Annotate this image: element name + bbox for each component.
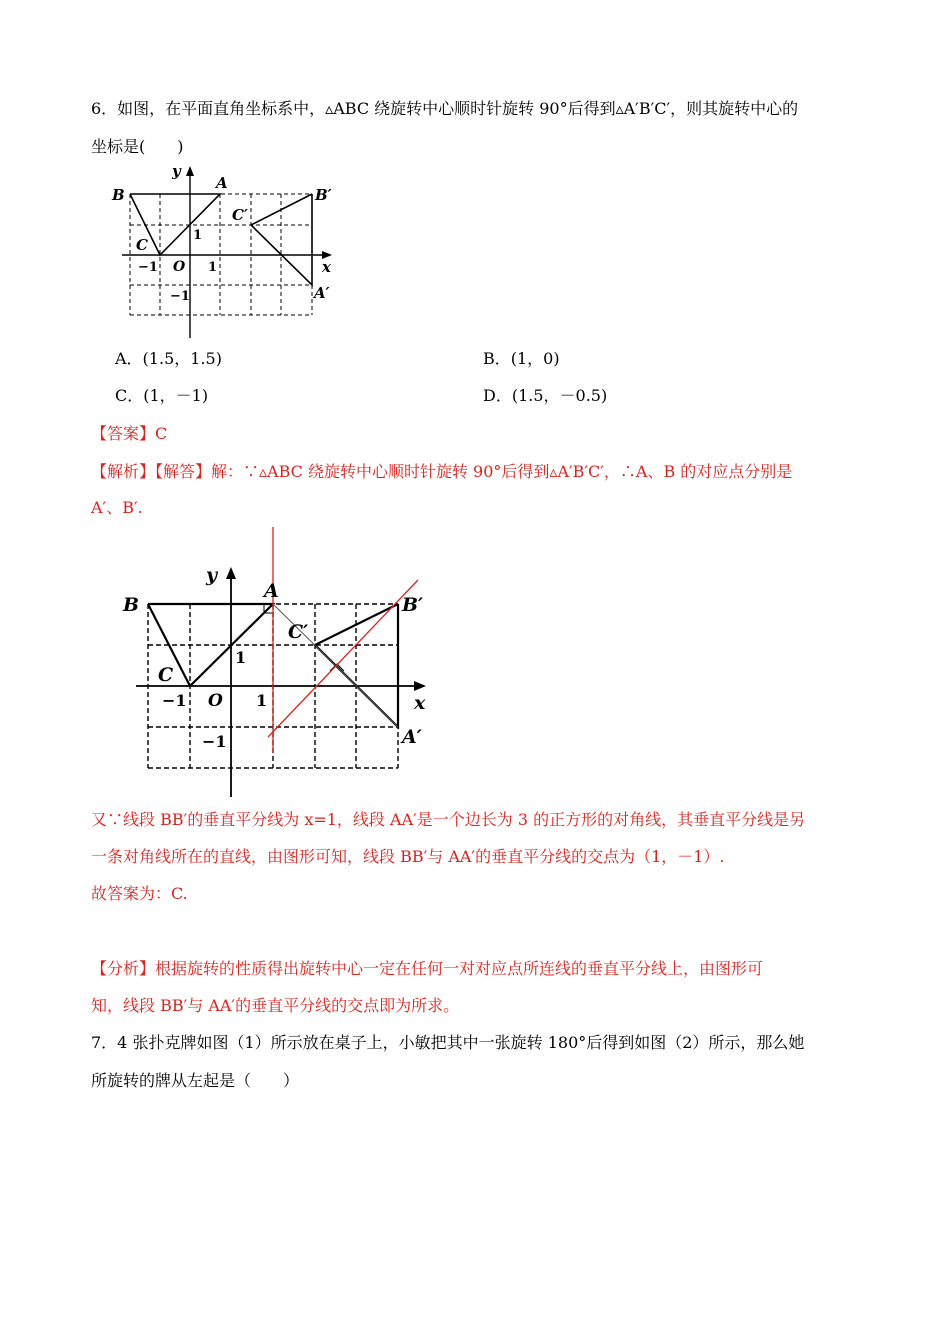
fig2-label-x-axis: x [414,692,426,714]
q6-text-line2: 坐标是( ) [91,137,184,156]
option-a: A．(1.5，1.5) [115,349,222,368]
fig2-label-origin: O [208,691,223,711]
label-B: B [112,186,125,204]
label-C: C [136,236,148,254]
fig2-label-A: A [264,580,279,602]
q7-text-line1: 7．4 张扑克牌如图（1）所示放在桌子上，小敏把其中一张旋转 180°后得到如图（2）所示，那么她 [91,1033,805,1052]
label-y-axis: y [172,162,181,180]
fig2-tick-x-neg1: −1 [162,691,187,710]
fig2-label-B: B [123,594,140,616]
fenxi-line2: 知，线段 BB′与 AA′的垂直平分线的交点即为所求。 [91,996,460,1015]
q6-figure-2 [118,525,438,800]
q6-figure-1 [108,160,343,340]
label-A: A [216,174,228,192]
fig2-tick-y-1: 1 [235,648,247,667]
fig2-label-Bprime: B′ [402,594,424,616]
fig2-tick-y-neg1: −1 [202,732,227,751]
tick-x-1: 1 [208,260,218,275]
option-c: C．(1，－1) [115,386,209,405]
q7-text-line2: 所旋转的牌从左起是（ ） [91,1071,300,1090]
fig2-label-Cprime: C′ [288,621,309,643]
fenxi-line1: 【分析】根据旋转的性质得出旋转中心一定在任何一对对应点所连线的垂直平分线上，由图形可 [91,959,764,978]
tick-x-neg1: −1 [138,260,158,275]
option-b: B．(1，0) [483,349,560,368]
tick-y-1: 1 [193,228,203,243]
label-x-axis: x [322,258,331,276]
analysis-line1: 【解析】【解答】解：∵▵ABC 绕旋转中心顺时针旋转 90°后得到▵A′B′C′，∴A、B 的对应点分别是 [91,462,793,481]
further-line1: 又∵线段 BB′的垂直平分线为 x=1，线段 AA′是一个边长为 3 的正方形的对角线，其垂直平分线是另 [91,810,806,829]
fig2-label-y-axis: y [206,564,218,586]
label-Cprime: C′ [232,206,248,224]
further-line2: 一条对角线所在的直线，由图形可知，线段 BB′与 AA′的垂直平分线的交点为（1，－1）. [91,847,725,866]
fig2-label-C: C [158,664,174,686]
fig2-label-Aprime: A′ [402,726,422,748]
analysis-line2: A′、B′. [91,498,143,517]
answer: 【答案】C [91,424,168,443]
option-d: D．(1.5，－0.5) [483,386,608,405]
tick-y-neg1: −1 [170,289,190,304]
fig2-tick-x-1: 1 [256,691,268,710]
label-Aprime: A′ [314,284,330,302]
q6-text-line1: 6．如图，在平面直角坐标系中，▵ABC 绕旋转中心顺时针旋转 90°后得到▵A′B′C′，则其旋转中心的 [91,99,799,118]
conclusion: 故答案为：C. [91,884,188,903]
label-Bprime: B′ [315,186,332,204]
label-origin: O [173,259,186,275]
